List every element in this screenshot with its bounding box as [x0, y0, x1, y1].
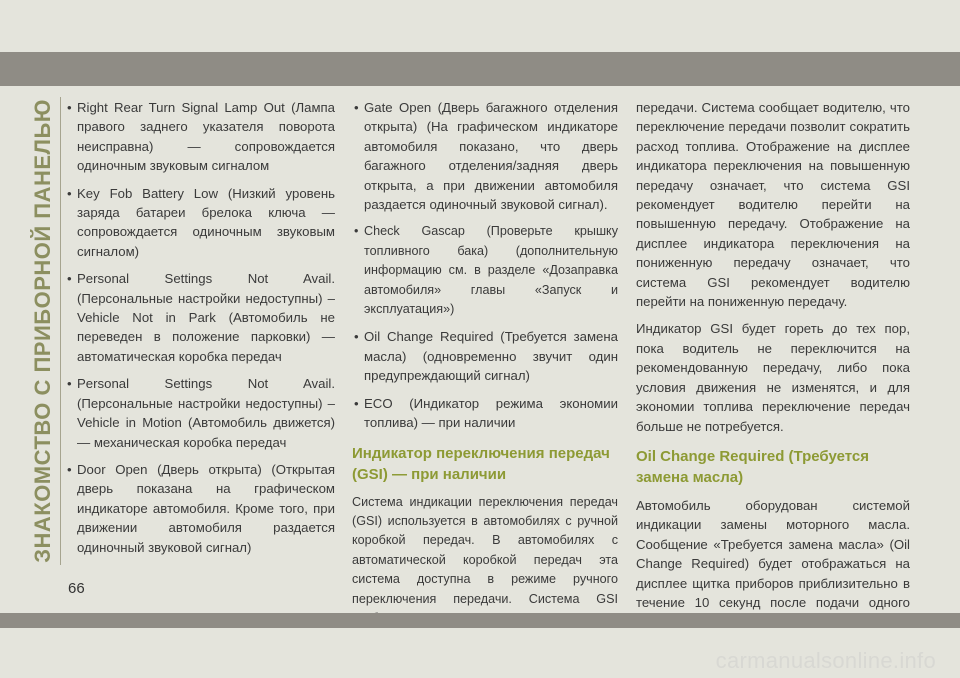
- list-item-text: Key Fob Battery Low (Низкий уровень заряда батареи брелока ключа — сопровождается одиночным звуковым сигналом): [77, 185, 335, 259]
- section-title-text: ЗНАКОМСТВО С ПРИБОРНОЙ ПАНЕЛЬЮ: [30, 99, 55, 563]
- list-item-text: Gate Open (Дверь багажного отделения открыта) (На графическом индикаторе автомобиля показано, что дверь багажного отделения/задняя дверь открыта, а при движении автомобиля раздается одиночный звуковой сигнал).: [364, 100, 618, 213]
- list-item-text: Oil Change Required (Требуется замена масла) (одновременно звучит один предупреждающий сигнал): [364, 329, 618, 384]
- paragraph: Автомобиль оборудован системой индикации замены моторного масла. Сообщение «Требуется замена масла» (Oil Change Required) будет отображаться на дисплее щитка приборов приблизительно в течение 10 секунд после подачи одного: [636, 497, 910, 610]
- list-item-text: Personal Settings Not Avail. (Персональные настройки недоступны) – Vehicle in Motion (Автомобиль движется) — механическая коробка передач: [77, 376, 335, 450]
- list-item: [352, 222, 618, 319]
- bullet-dot: •: [67, 185, 72, 201]
- bullet-dot: •: [67, 461, 72, 477]
- section-heading-gsi: Индикатор переключения передач (GSI) — при наличии: [352, 444, 610, 483]
- side-divider: [60, 97, 61, 565]
- watermark: carmanualsonline.info: [715, 648, 936, 673]
- list-item-text: Check Gascap (Проверьте крышку топливного бака) (дополнительную информацию см. в разделе «Дозаправка автомобиля» главы «Запуск и эксплуатация»): [364, 224, 618, 317]
- section-heading-oil-change: Oil Change Required (Требуется замена масла): [636, 447, 870, 486]
- list-item: [65, 460, 335, 557]
- list-item-text: Right Rear Turn Signal Lamp Out (Лампа правого заднего указателя поворота неисправна) — сопровождается одиночным звуковым сигналом: [77, 100, 335, 174]
- section-title-vertical: [28, 96, 58, 566]
- bullet-dot: •: [354, 329, 359, 345]
- paragraph-gsi: Система индикации переключения передач (GSI) используется в автомобилях с ручной коробкой передач. В автомобилях с автоматической коробкой передач эта система доступна в режиме ручного переключения передачи. Система GSI: [352, 494, 618, 606]
- bullet-dot: •: [67, 376, 72, 392]
- list-item-text: Personal Settings Not Avail. (Персональные настройки недоступны) – Vehicle Not in Park (Автомобиль не переведен в положение парковки) — автоматическая коробка передач: [77, 271, 335, 364]
- list-item: [65, 98, 335, 176]
- bullet-dot: •: [354, 100, 359, 115]
- bullet-dot: •: [67, 271, 72, 287]
- page-number: 66: [68, 580, 85, 597]
- column-1: [65, 98, 335, 565]
- top-margin: [0, 0, 960, 52]
- column-2: [352, 98, 618, 675]
- list-item-text: Door Open (Дверь открыта) (Открытая дверь показана на графическом индикаторе автомобиля. Кроме того, при движении автомобиля раздается одиночный звуковой сигнал): [77, 461, 335, 555]
- list-item: [352, 98, 618, 214]
- list-item-text: ECO (Индикатор режима экономии топлива) — при наличии: [364, 395, 618, 431]
- list-item: [65, 184, 335, 262]
- list-item: [65, 269, 335, 366]
- paragraph: Индикатор GSI будет гореть до тех пор, пока водитель не переключится на рекомендованную передачу, либо пока условия движения не изменятся, и для экономии топлива переключение передач больше не потребуется.: [636, 321, 910, 434]
- bullet-dot: •: [354, 395, 359, 411]
- paragraph: передачи. Система сообщает водителю, что переключение передачи позволит сократить расход топлива. Отображение на дисплее индикатора переключения на повышенную передачу означает, что система GSI рекомендует водителю перейти на повышенную передачу. Отображение на дисплее индикатора переключения на пониженную передачу означает, что система GSI рекомендует водителю перейти на пониженную передачу.: [636, 100, 910, 310]
- column-3: [636, 98, 910, 640]
- list-item: [65, 374, 335, 452]
- header-bar: [0, 52, 960, 86]
- bullet-dot: •: [354, 224, 359, 239]
- list-item: [352, 394, 618, 433]
- bullet-dot: •: [67, 100, 72, 115]
- footer-bar: [0, 613, 960, 628]
- list-item: [352, 327, 618, 385]
